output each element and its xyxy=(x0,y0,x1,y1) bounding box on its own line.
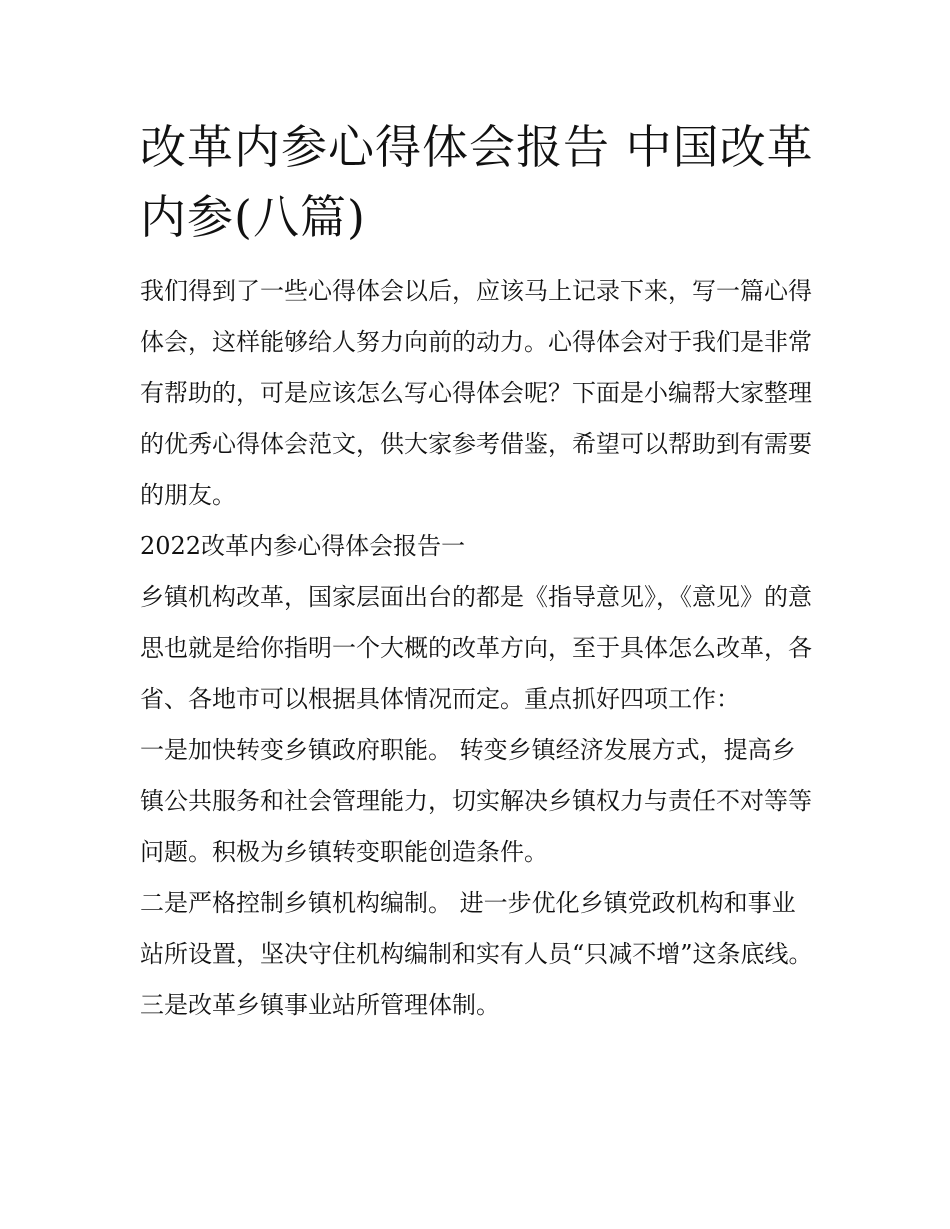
body-paragraph: 二是严格控制乡镇机构编制。 进一步优化乡镇党政机构和事业站所设置，坚决守住机构编制和实有人员“只减不增”这条底线。 三是改革乡镇事业站所管理体制。 xyxy=(140,889,813,1019)
body-paragraph: 一是加快转变乡镇政府职能。 转变乡镇经济发展方式，提高乡镇公共服务和社会管理能力，切实解决乡镇权力与责任不对等等问题。积极为乡镇转变职能创造条件。 xyxy=(140,736,812,866)
document-title: 改革内参心得体会报告 中国改革内参(八篇) xyxy=(140,120,814,244)
document-page xyxy=(140,0,816,1031)
intro-paragraph: 我们得到了一些心得体会以后，应该马上记录下来，写一篇心得体会，这样能够给人努力向前的动力。心得体会对于我们是非常有帮助的，可是应该怎么写心得体会呢？下面是小编帮大家整理的优秀心得体会范文，供大家参考借鉴，希望可以帮助到有需要的朋友。 xyxy=(140,277,812,509)
section-heading: 2022改革内参心得体会报告一 xyxy=(140,532,466,560)
body-paragraph: 乡镇机构改革，国家层面出台的都是《指导意见》，《意见》的意思也就是给你指明一个大概的改革方向，至于具体怎么改革，各省、各地市可以根据具体情况而定。重点抓好四项工作： xyxy=(140,583,812,713)
